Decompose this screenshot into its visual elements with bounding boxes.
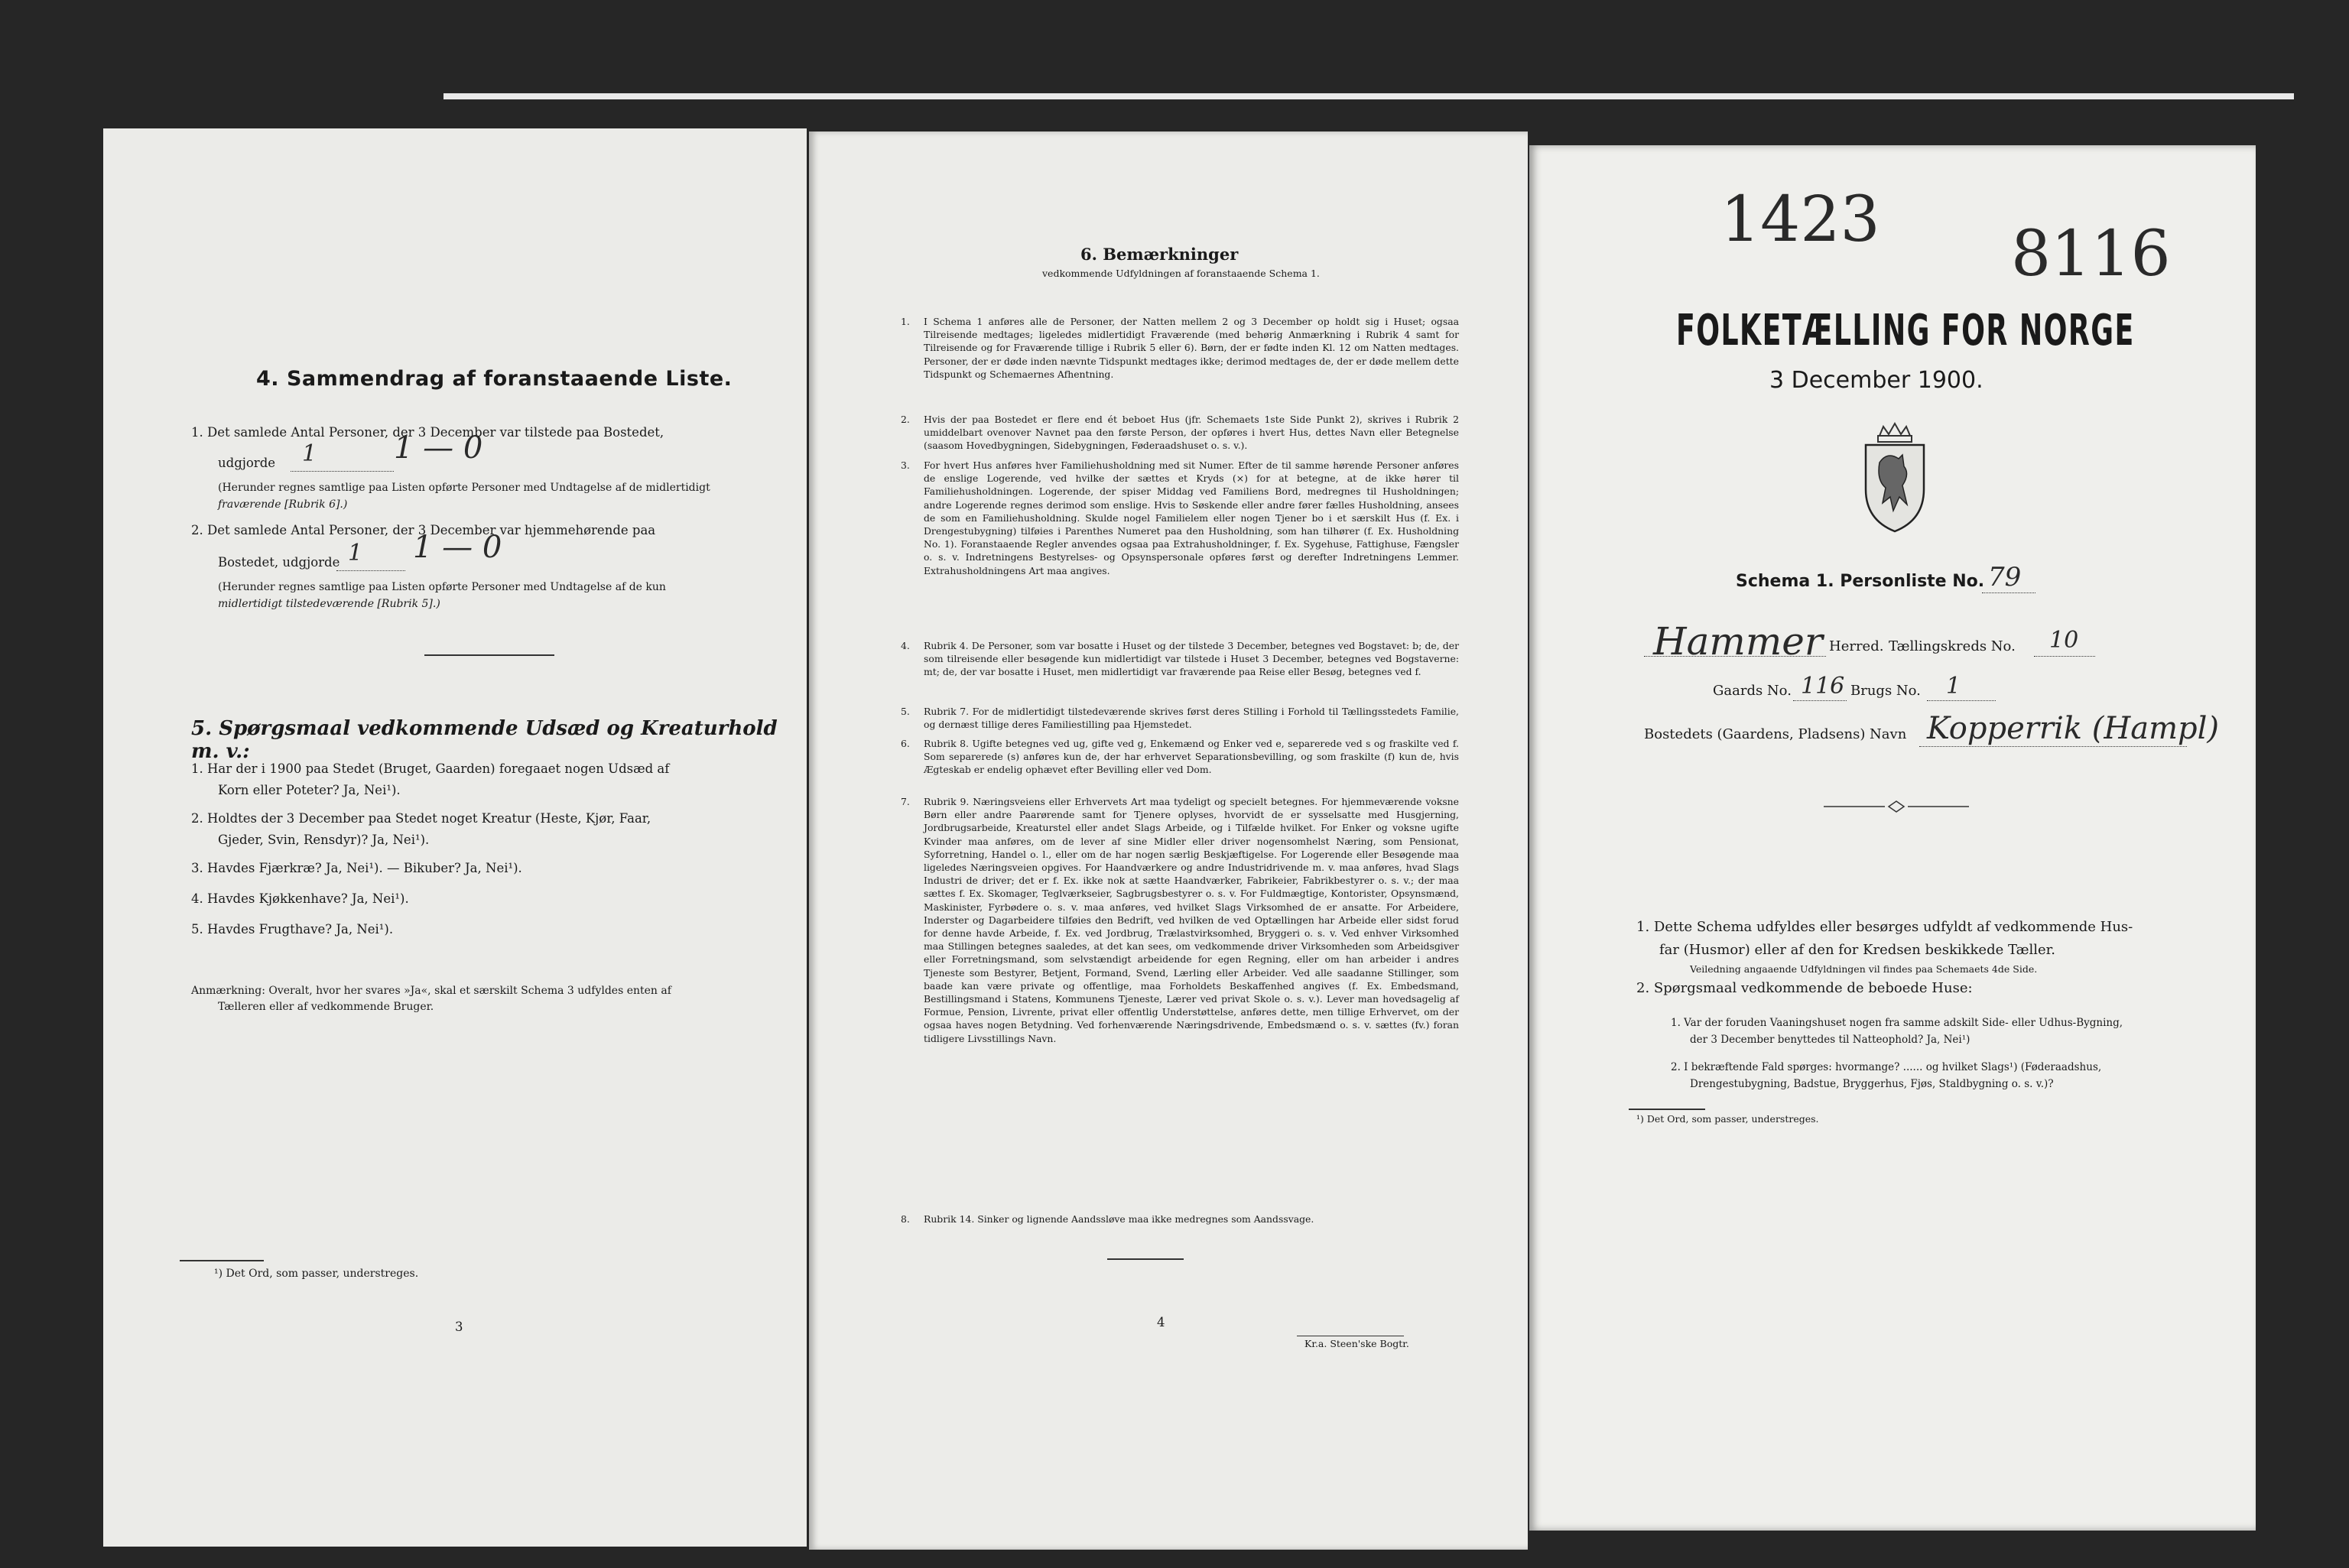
dotted-line bbox=[1919, 746, 2187, 747]
remark-number: 6. bbox=[901, 738, 910, 749]
page-number: 4 bbox=[1157, 1315, 1165, 1329]
q1-udgjorde: udgjorde bbox=[218, 456, 276, 470]
page-middle bbox=[809, 131, 1528, 1550]
remarks-title: 6. Bemærkninger bbox=[1080, 245, 1239, 264]
main-title: FOLKETÆLLING FOR NORGE bbox=[1676, 306, 2135, 355]
remark-number: 4. bbox=[901, 640, 910, 651]
remark-number: 7. bbox=[901, 796, 910, 807]
instruction-1b: far (Husmor) eller af den for Kredsen beskikkede Tæller. bbox=[1659, 942, 2056, 958]
scan-edge bbox=[443, 93, 2294, 99]
section4-title: 4. Sammendrag af foranstaaende Liste. bbox=[256, 367, 733, 391]
anmaerkning-2: Tælleren eller af vedkommende Bruger. bbox=[218, 1001, 434, 1013]
herred-label: Herred. bbox=[1829, 638, 1884, 654]
remark-text: Rubrik 14. Sinker og lignende Aandssløve maa ikke medregnes som Aandssvage. bbox=[924, 1213, 1314, 1225]
remark-number: 2. bbox=[901, 414, 910, 425]
bostedets-value: Kopperrik (Hampl) bbox=[1927, 711, 2220, 746]
remark-item bbox=[901, 705, 1459, 731]
q1-note1: (Herunder regnes samtlige paa Listen opførte Personer med Undtagelse af de midlertidigt bbox=[218, 482, 710, 494]
printer: Kr.a. Steen'ske Bogtr. bbox=[1304, 1338, 1409, 1349]
remark-number: 8. bbox=[901, 1213, 910, 1225]
q2-note2: midlertidigt tilstedeværende [Rubrik 5].) bbox=[218, 598, 440, 610]
ornament-divider-icon bbox=[1824, 799, 1969, 814]
page-right bbox=[1529, 145, 2256, 1531]
q2-note1: (Herunder regnes samtlige paa Listen opførte Personer med Undtagelse af de kun bbox=[218, 581, 666, 593]
footnote: ¹) Det Ord, som passer, understreges. bbox=[214, 1268, 419, 1280]
dotted-line bbox=[2034, 656, 2095, 657]
hand-number-left: 1423 bbox=[1720, 183, 1880, 256]
schema-number: 79 bbox=[1988, 562, 2022, 592]
remark-item bbox=[901, 1213, 1459, 1226]
dotted-line bbox=[1793, 700, 1847, 701]
s5-q1a: 1. Har der i 1900 paa Stedet (Bruget, Gaarden) foregaaet nogen Udsæd af bbox=[191, 761, 670, 776]
s5-q4: 4. Havdes Kjøkkenhave? Ja, Nei¹). bbox=[191, 891, 409, 906]
q1-line1: 1. Det samlede Antal Personer, der 3 December var tilstede paa Bostedet, bbox=[191, 425, 664, 440]
q1-note2: fraværende [Rubrik 6].) bbox=[218, 498, 348, 511]
house-q2b: Drengestubygning, Badstue, Bryggerhus, Fjøs, Staldbygning o. s. v.)? bbox=[1690, 1078, 2054, 1090]
instruction-1c: Veiledning angaaende Udfyldningen vil findes paa Schemaets 4de Side. bbox=[1690, 963, 2038, 975]
remark-text: For hvert Hus anføres hver Familiehusholdning med sit Numer. Efter de til samme hørende Personer anføres de enslige Logerende, ved hvilke der sættes et Kryds (×) for at betegne, at de ikke hører til Familiehusholdningen. Logerende, der spiser Middag ved Familiens Bord, medregnes til Husholdningen; andre Logerende regnes derimod som enslige. Hvis to Søskende eller andre fører fælles Husholdning, ansees de som en Familiehusholdning. Skulde nogel Familielem eller nogen Tjener bo i et særskilt Hus (f. Ex. i Drengestubygning) tilføies i Parenthes Numeret paa den Husholdning, som han tilhører (f. Ex. Husholdning No. 1). Foranstaaende Regler anvendes ogsaa paa Extrahusholdninger, f. Ex. Sygehuse, Fattighuse, Fængsler o. s. v. Indretningens Bestyrelses- og Opsynspersonale opføres først og derefter Indretningens Lemmer. Extrahusholdningens Art maa angives. bbox=[924, 459, 1459, 576]
page-left bbox=[103, 128, 807, 1547]
gaards-value: 116 bbox=[1801, 673, 1845, 700]
footnote: ¹) Det Ord, som passer, understreges. bbox=[1636, 1113, 1819, 1125]
remark-number: 3. bbox=[901, 459, 910, 471]
q2-hand-b: 1 — 0 bbox=[413, 530, 502, 565]
schema-label: Schema 1. Personliste No. bbox=[1736, 572, 1985, 591]
anmaerkning-1: Anmærkning: Overalt, hvor her svares »Ja«, skal et særskilt Schema 3 udfyldes enten af bbox=[191, 985, 671, 997]
divider bbox=[424, 654, 554, 656]
section5-title: 5. Spørgsmaal vedkommende Udsæd og Kreaturhold m. v.: bbox=[191, 717, 778, 763]
herred-value: Hammer bbox=[1653, 619, 1823, 664]
dotted-line bbox=[1644, 656, 1826, 657]
bostedets-label: Bostedets (Gaardens, Pladsens) Navn bbox=[1644, 726, 1907, 742]
s5-q2a: 2. Holdtes der 3 December paa Stedet noget Kreatur (Heste, Kjør, Faar, bbox=[191, 811, 651, 826]
dotted-line bbox=[291, 471, 394, 472]
hand-number-right: 8116 bbox=[2011, 218, 2171, 291]
instruction-2: 2. Spørgsmaal vedkommende de beboede Huse: bbox=[1636, 980, 1973, 996]
remark-item bbox=[901, 737, 1459, 777]
remark-text: Hvis der paa Bostedet er flere end ét beboet Hus (jfr. Schemaets 1ste Side Punkt 2), skrives i Rubrik 2 umiddelbart ovenover Navnet paa den første Person, der opføres i hvert Hus, dettes Navn eller Betegnelse (saasom Hovedbygningen, Sidebygningen, Føderaadshuset o. s. v.). bbox=[924, 414, 1459, 452]
remark-item bbox=[901, 639, 1459, 679]
dotted-line bbox=[1927, 700, 1996, 701]
remark-text: Rubrik 7. For de midlertidigt tilstedeværende skrives først deres Stilling i Forhold til Tællingsstedets Familie, og dernæst tillige deres Familiestilling paa Hjemstedet. bbox=[924, 706, 1459, 731]
kreds-value: 10 bbox=[2049, 627, 2079, 654]
kreds-label: Tællingskreds No. bbox=[1889, 638, 2016, 654]
brugs-label: Brugs No. bbox=[1850, 683, 1921, 699]
remark-text: Rubrik 8. Ugifte betegnes ved ug, gifte ved g, Enkemænd og Enker ved e, separerede ved s og fraskilte ved f. Som separerede (s) anføres kun de, der har erhvervet Separationsbevilling, og som fraskilte (f) kun de, hvis Ægteskab er endelig ophævet efter Bevilling eller ved Dom. bbox=[924, 738, 1459, 776]
s5-q5: 5. Havdes Frugthave? Ja, Nei¹). bbox=[191, 922, 394, 937]
s5-q3: 3. Havdes Fjærkræ? Ja, Nei¹). — Bikuber? Ja, Nei¹). bbox=[191, 861, 522, 875]
instruction-1a: 1. Dette Schema udfyldes eller besørges udfyldt af vedkommende Hus- bbox=[1636, 919, 2133, 935]
s5-q1b: Korn eller Poteter? Ja, Nei¹). bbox=[218, 783, 401, 797]
house-q1a: 1. Var der foruden Vaaningshuset nogen fra samme adskilt Side- eller Udhus-Bygning, bbox=[1671, 1017, 2123, 1029]
divider bbox=[1107, 1258, 1184, 1260]
brugs-value: 1 bbox=[1946, 673, 1961, 700]
remark-item bbox=[901, 413, 1459, 453]
q2-bostedet: Bostedet, udgjorde bbox=[218, 555, 340, 570]
house-q2a: 2. I bekræftende Fald spørges: hvormange? ...... og hvilket Slags¹) (Føderaadshus, bbox=[1671, 1061, 2102, 1073]
remark-number: 1. bbox=[901, 316, 910, 327]
remark-item bbox=[901, 795, 1459, 1045]
dotted-line bbox=[1982, 592, 2035, 593]
q2-line1: 2. Det samlede Antal Personer, der 3 December var hjemmehørende paa bbox=[191, 523, 656, 537]
q1-hand-a: 1 bbox=[302, 440, 317, 467]
remark-number: 5. bbox=[901, 706, 910, 717]
census-date: 3 December 1900. bbox=[1769, 367, 1983, 394]
coat-of-arms-icon bbox=[1857, 420, 1933, 535]
remarks-subtitle: vedkommende Udfyldningen af foranstaaende Schema 1. bbox=[1042, 268, 1320, 279]
footnote-rule bbox=[1629, 1109, 1705, 1110]
remark-text: I Schema 1 anføres alle de Personer, der Natten mellem 2 og 3 December op holdt sig i Huset; ogsaa Tilreisende medtages; ligeledes midlertidigt Fraværende (med behørig Anmærkning i Rubrik 4 samt for Tilreisende og for Fraværende tillige i Rubrik 5 eller 6). Børn, der er fødte inden Kl. 12 om Natten medtages. Personer, der er døde inden nævnte Tidspunkt medtages ikke; derimod medtages de, der er døde mellem dette Tidspunkt og Schemaernes Afhentning. bbox=[924, 316, 1459, 380]
house-q1b: der 3 December benyttedes til Natteophold? Ja, Nei¹) bbox=[1690, 1034, 1970, 1046]
remark-text: Rubrik 9. Næringsveiens eller Erhvervets Art maa tydeligt og specielt betegnes. For hjemmeværende voksne Børn eller andre Paarørende samt for Tjenere oplyses, hvorvidt de er sysselsatte med Husgjerning, Jordbrugsarbeide, Kreaturstel eller andet Slags Arbeide, og i Tilfælde hvilket. For Enker og voksne ugifte Kvinder maa anføres, om de lever af sine Midler eller driver nogensomhelst Næring, som Pensionat, Syforretning, Handel o. l., eller om de har nogen særlig Beskjæftigelse. For Logerende eller Besøgende maa ligeledes Næringsveien opgives. For Haandværkere og andre Industridrivende m. v. maa anføres, hvad Slags Industri de driver; det er f. Ex. ikke nok at sætte Haandværker, Fabrikeier, Fabrikbestyrer o. s. v.; der maa sættes f. Ex. Skomager, Teglværkseier, Sagbrugsbestyrer o. s. v. For Fuldmægtige, Kontorister, Opsynsmænd, Maskinister, Fyrbødere o. s. v. maa anføres, ved hvilket Slags Virksomhed de er ansatte. For Arbeidere, Inderster og Dagarbeidere tilføies den Bedrift, ved hvilken de ved Optællingen har Arbeide eller sidst forud for denne havde Arbeide, f. Ex. ved Jordbrug, Trælastvirksomhed, Bryggeri o. s. v. Ved enhver Virksomhed maa Stillingen betegnes saaledes, at det kan sees, om vedkommende driver Virksomheden som Arbeidsgiver eller Forretningsmand, som selvstændigt arbeidende for egen Regning, eller om han arbeider i andres Tjeneste som Bestyrer, Betjent, Formand, Svend, Lærling eller Arbeider. Ved alle saadanne Stillinger, som baade kan være private og offentlige, maa Forholdets Beskaffenhed angives (f. Ex. Embedsmand, Bestillingsmand i Statens, Kommunens Tjeneste, Lærer ved privat Skole o. s. v.). Lever man hovedsagelig af Formue, Pension, Livrente, privat eller offentlig Understøttelse, anføres dette, men tillige Erhvervet, om der ogsaa haves nogen Betydning. Ved forhenværende Næringsdrivende, Embedsmænd o. s. v. sættes (fv.) foran tidligere Livsstillings Navn. bbox=[924, 796, 1459, 1044]
q1-hand-b: 1 — 0 bbox=[394, 430, 483, 466]
remark-text: Rubrik 4. De Personer, som var bosatte i Huset og der tilstede 3 December, betegnes ved Bogstavet: b; de, der som tilreisende eller besøgende kun midlertidigt var tilstede i Huset 3 December, betegnes ved Bogstaverne: mt; de, der var bosatte i Huset, men midlertidigt var fraværende paa Reise eller Besøg, betegnes ved f. bbox=[924, 640, 1459, 678]
q2-hand-a: 1 bbox=[348, 540, 363, 566]
remark-item bbox=[901, 315, 1459, 381]
dotted-line bbox=[336, 570, 405, 571]
remark-item bbox=[901, 459, 1459, 577]
s5-q2b: Gjeder, Svin, Rensdyr)? Ja, Nei¹). bbox=[218, 833, 430, 847]
gaards-label: Gaards No. bbox=[1713, 683, 1792, 699]
footnote-rule bbox=[180, 1260, 264, 1261]
page-number: 3 bbox=[455, 1320, 463, 1334]
